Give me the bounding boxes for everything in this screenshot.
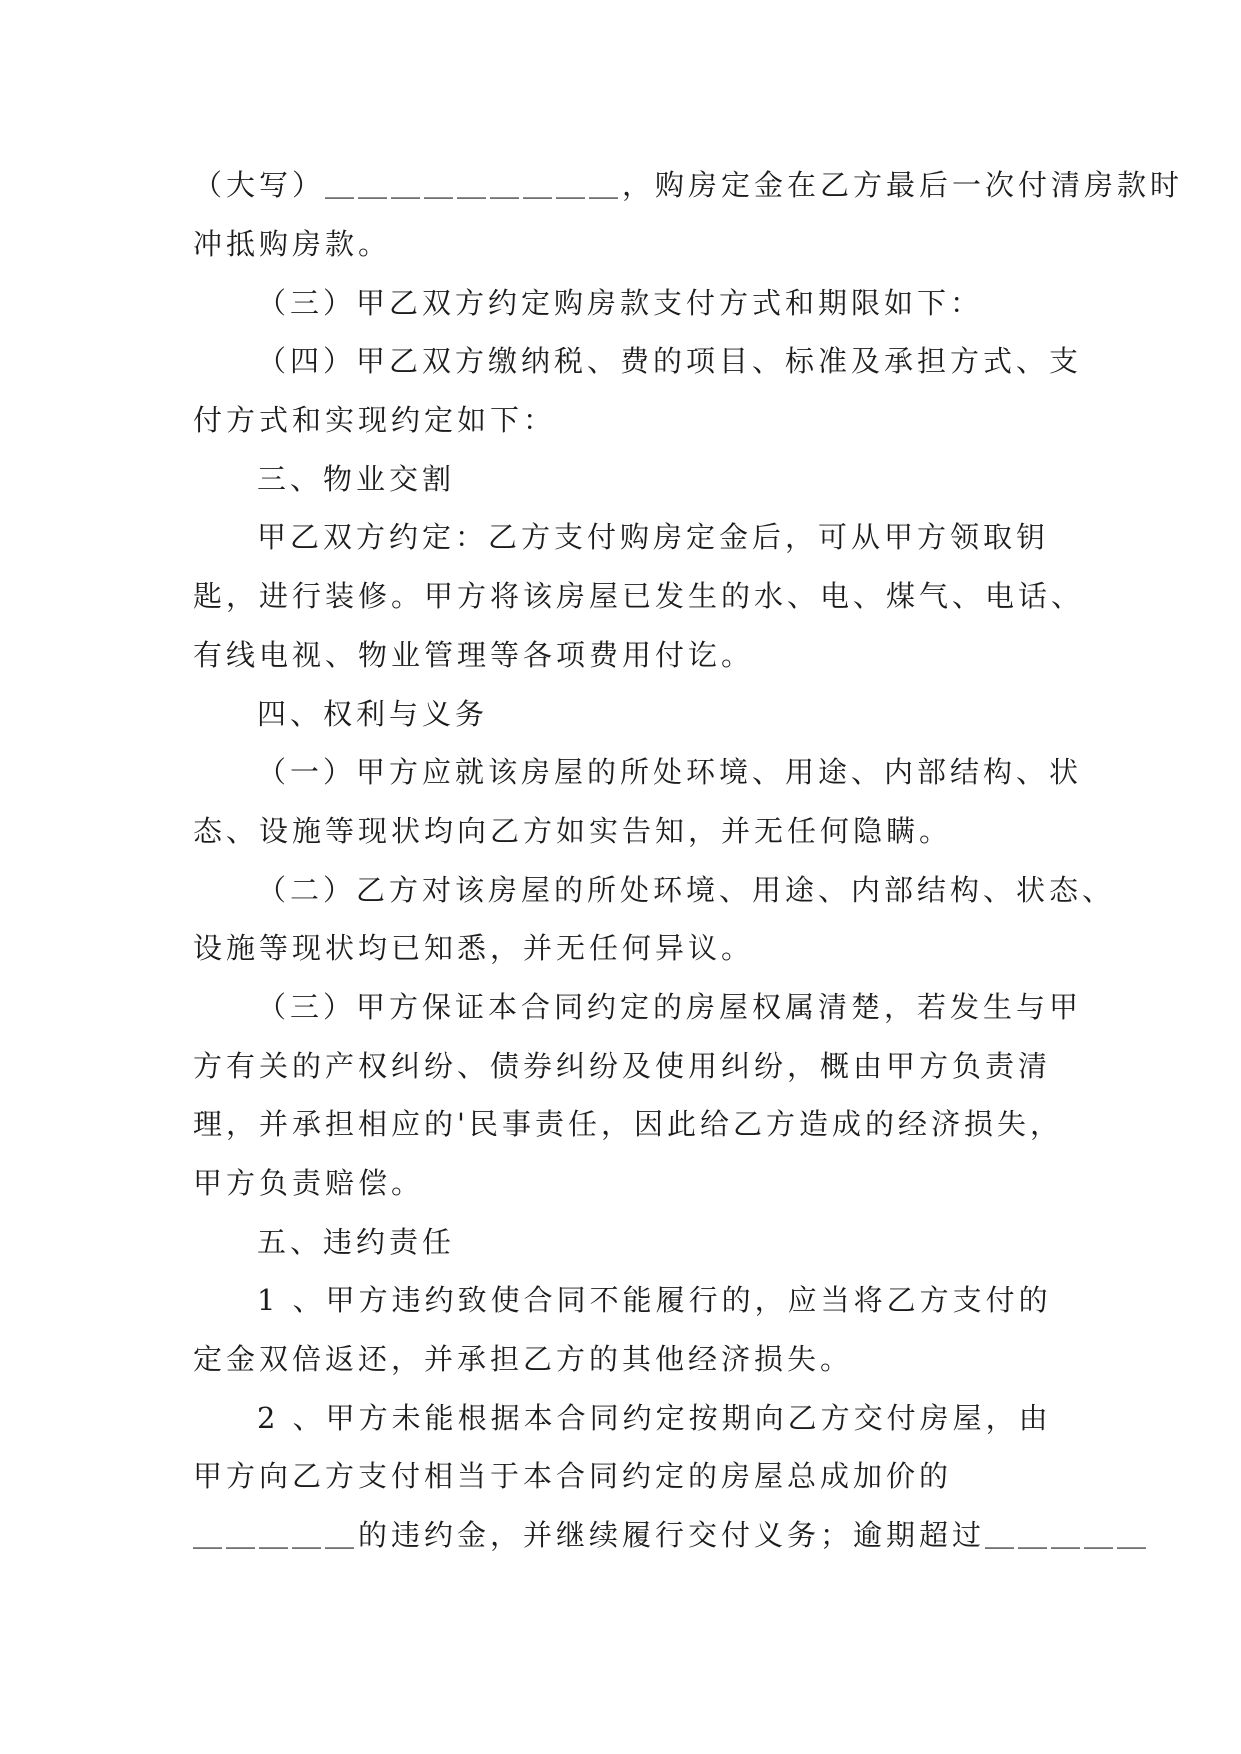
text-line: （三）甲方保证本合同约定的房屋权属清楚，若发生与甲	[257, 990, 1083, 1024]
text-line: 付方式和实现约定如下：	[193, 403, 557, 437]
text-line: 2 、甲方未能根据本合同约定按期向乙方交付房屋，由	[257, 1401, 1052, 1435]
text-line: 1 、甲方违约致使合同不能履行的，应当将乙方支付的	[257, 1283, 1052, 1317]
text-line: 理，并承担相应的'民事责任，因此给乙方造成的经济损失，	[193, 1107, 1063, 1141]
text-line: 甲方向乙方支付相当于本合同约定的房屋总成加价的	[193, 1459, 953, 1493]
section-heading: 三、物业交割	[257, 462, 456, 496]
text-line: 冲抵购房款。	[193, 227, 392, 261]
text-line: （大写）＿＿＿＿＿＿＿＿＿，购房定金在乙方最后一次付清房款时	[193, 168, 1184, 202]
section-heading: 五、违约责任	[257, 1225, 456, 1259]
text-line: （三）甲乙双方约定购房款支付方式和期限如下：	[257, 286, 984, 320]
text-line: （四）甲乙双方缴纳税、费的项目、标准及承担方式、支	[257, 344, 1083, 378]
text-line: 定金双倍返还，并承担乙方的其他经济损失。	[193, 1342, 854, 1376]
text-line: 甲方负责赔偿。	[193, 1166, 425, 1200]
text-line: （二）乙方对该房屋的所处环境、用途、内部结构、状态、	[257, 873, 1116, 907]
text-line: 有线电视、物业管理等各项费用付讫。	[193, 638, 755, 672]
text-line: 设施等现状均已知悉，并无任何异议。	[193, 931, 755, 965]
text-line: 方有关的产权纠纷、债券纠纷及使用纠纷，概由甲方负责清	[193, 1049, 1052, 1083]
text-line: ＿＿＿＿＿的违约金，并继续履行交付义务；逾期超过＿＿＿＿＿	[193, 1518, 1151, 1552]
text-line: （一）甲方应就该房屋的所处环境、用途、内部结构、状	[257, 755, 1083, 789]
text-line: 甲乙双方约定：乙方支付购房定金后，可从甲方领取钥	[257, 520, 1050, 554]
text-line: 态、设施等现状均向乙方如实告知，并无任何隐瞒。	[193, 814, 953, 848]
text-line: 匙，进行装修。甲方将该房屋已发生的水、电、煤气、电话、	[193, 579, 1085, 613]
section-heading: 四、权利与义务	[257, 697, 489, 731]
